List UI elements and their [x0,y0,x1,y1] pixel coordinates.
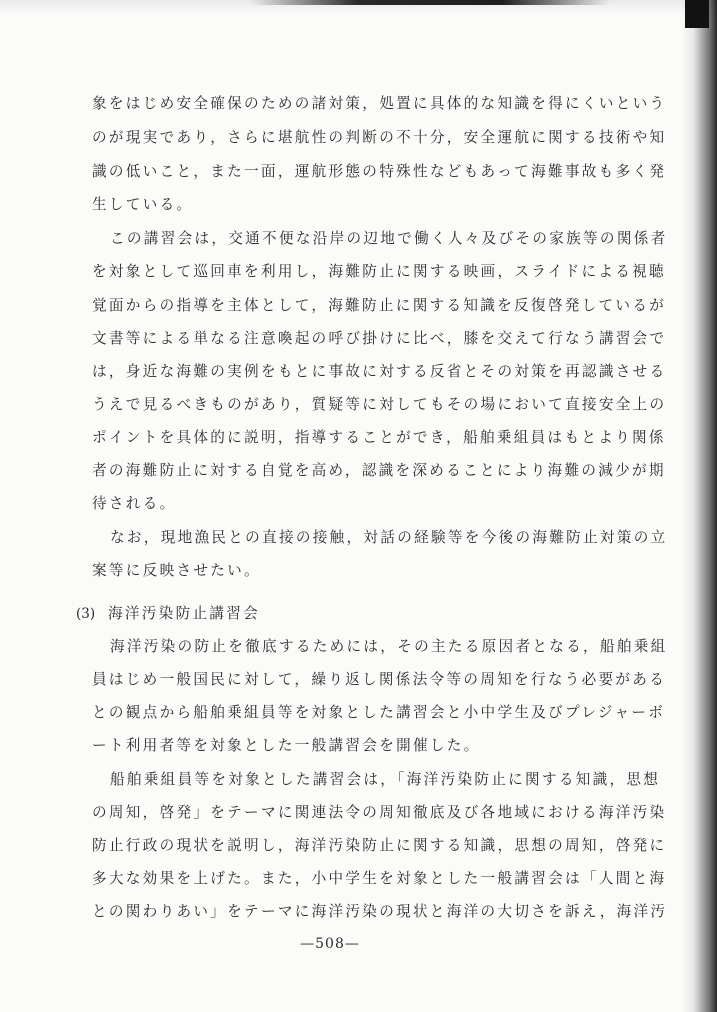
section-number: (3) [76,606,96,622]
text-line: 覚面からの指導を主体として，海難防止に関する知識を反復啓発しているが [92,297,667,314]
text-line: を対象として巡回車を利用し，海難防止に関する映画，スライドによる視聴 [92,263,666,280]
text-line: 生している。 [92,196,194,213]
text-line: は，身近な海難の実例をもとに事故に対する反省とその対策を再認識させる [92,363,667,380]
text-line: この講習会は，交通不便な沿岸の辺地で働く人々及びその家族等の関係者 [110,230,668,247]
text-line: 多大な効果を上げた。また，小中学生を対象とした一般講習会は「人間と海 [92,870,667,887]
text-line: 者の海難防止に対する自覚を高め，認識を深めることにより海難の減少が期 [92,462,666,479]
text-line: 案等に反映させたい。 [92,562,261,579]
text-line: ポイントを具体的に説明，指導することができ，船舶乗組員はもとより関係 [92,429,666,446]
text-line: 待される。 [92,495,177,512]
text-line: 員はじめ一般国民に対して，繰り返し関係法令等の周知を行なう必要がある [92,671,667,688]
text-line: のが現実であり，さらに堪航性の判断の不十分，安全運航に関する技術や知 [92,129,667,146]
text-line: 海洋汚染の防止を徹底するためには，その主たる原因者となる，船舶乗組 [110,638,668,655]
scan-edge-mark [250,0,610,5]
text-line: ート利用者等を対象とした一般講習会を開催した。 [92,737,481,754]
text-line: との関わりあい」をテーマに海洋汚染の現状と海洋の大切さを訴え，海洋汚 [92,903,668,920]
binding-shadow [681,0,717,1012]
text-line: 船舶乗組員等を対象とした講習会は，「海洋汚染防止に関する知識，思想 [110,771,661,788]
text-line: 文書等による単なる注意喚起の呼び掛けに比べ，膝を交えて行なう講習会で [92,330,667,347]
section-title: 海洋汚染防止講習会 [108,605,261,622]
text-line: との観点から船舶乗組員等を対象とした講習会と小中学生及びプレジャーボ [92,704,666,721]
binding-mark [685,0,709,28]
text-line: 象をはじめ安全確保のための諸対策，処置に具体的な知識を得にくいという [92,95,667,112]
text-line: うえで見るべきものがあり，質疑等に対してもその場において直接安全上の [92,396,667,413]
text-line: 識の低いこと，また一面，運航形態の特殊性などもあって海難事故も多く発 [92,163,667,180]
text-line: の周知，啓発」をテーマに関連法令の周知徹底及び各地域における海洋汚染 [92,804,667,821]
page-number: —508— [300,936,360,952]
text-line: なお，現地漁民との直接の接触，対話の経験等を今後の海難防止対策の立 [110,529,668,546]
text-line: 防止行政の現状を説明し，海洋汚染防止に関する知識，思想の周知，啓発に [92,837,667,854]
